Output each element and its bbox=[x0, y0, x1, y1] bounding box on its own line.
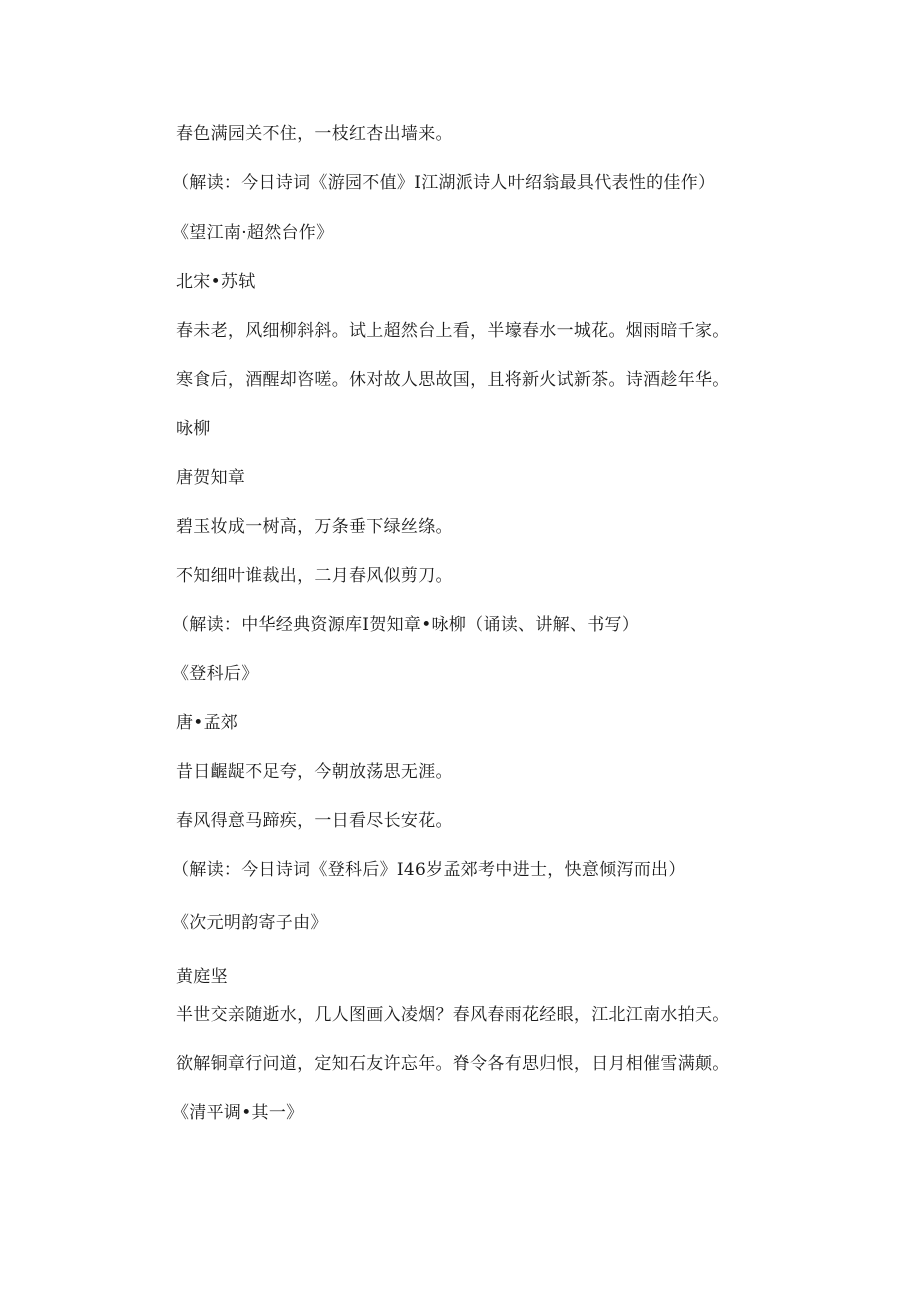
poem-author: 北宋•苏轼 bbox=[176, 272, 256, 292]
poem-author: 唐•孟郊 bbox=[176, 713, 239, 733]
poem-title: 《望江南·超然台作》 bbox=[172, 223, 334, 243]
poem-author: 唐贺知章 bbox=[176, 468, 246, 488]
poem-line: 半世交亲随逝水，几人图画入凌烟？春风春雨花经眼，江北江南水拍天。 bbox=[176, 1005, 730, 1025]
poem-line: 碧玉妆成一树高，万条垂下绿丝绦。 bbox=[176, 517, 453, 537]
poem-line: 春色满园关不住，一枝红杏出墙来。 bbox=[176, 124, 453, 144]
commentary-line: （解读：中华经典资源库I贺知章•咏柳（诵读、讲解、书写） bbox=[172, 615, 640, 635]
poem-line: 不知细叶谁裁出，二月春风似剪刀。 bbox=[176, 566, 453, 586]
commentary-line: （解读：今日诗词《登科后》I46岁孟郊考中进士，快意倾泻而出） bbox=[172, 860, 686, 880]
poem-title: 《登科后》 bbox=[172, 664, 259, 684]
poem-title: 咏柳 bbox=[176, 419, 211, 439]
poem-line: 欲解铜章行问道，定知石友许忘年。脊令各有思归恨，日月相催雪满颠。 bbox=[176, 1054, 730, 1074]
poem-line: 寒食后，酒醒却咨嗟。休对故人思故国，且将新火试新茶。诗酒趁年华。 bbox=[176, 370, 730, 390]
poem-title: 《清平调•其一》 bbox=[172, 1103, 304, 1123]
poem-line: 昔日齷龊不足夸，今朝放荡思无涯。 bbox=[176, 762, 453, 782]
poem-title: 《次元明韵寄子由》 bbox=[172, 913, 328, 933]
commentary-line: （解读：今日诗词《游园不值》I江湖派诗人叶绍翁最具代表性的佳作） bbox=[172, 173, 716, 193]
poem-author: 黄庭坚 bbox=[176, 967, 228, 987]
poem-line: 春风得意马蹄疾，一日看尽长安花。 bbox=[176, 811, 453, 831]
poem-line: 春未老，风细柳斜斜。试上超然台上看，半壕春水一城花。烟雨暗千家。 bbox=[176, 321, 730, 341]
